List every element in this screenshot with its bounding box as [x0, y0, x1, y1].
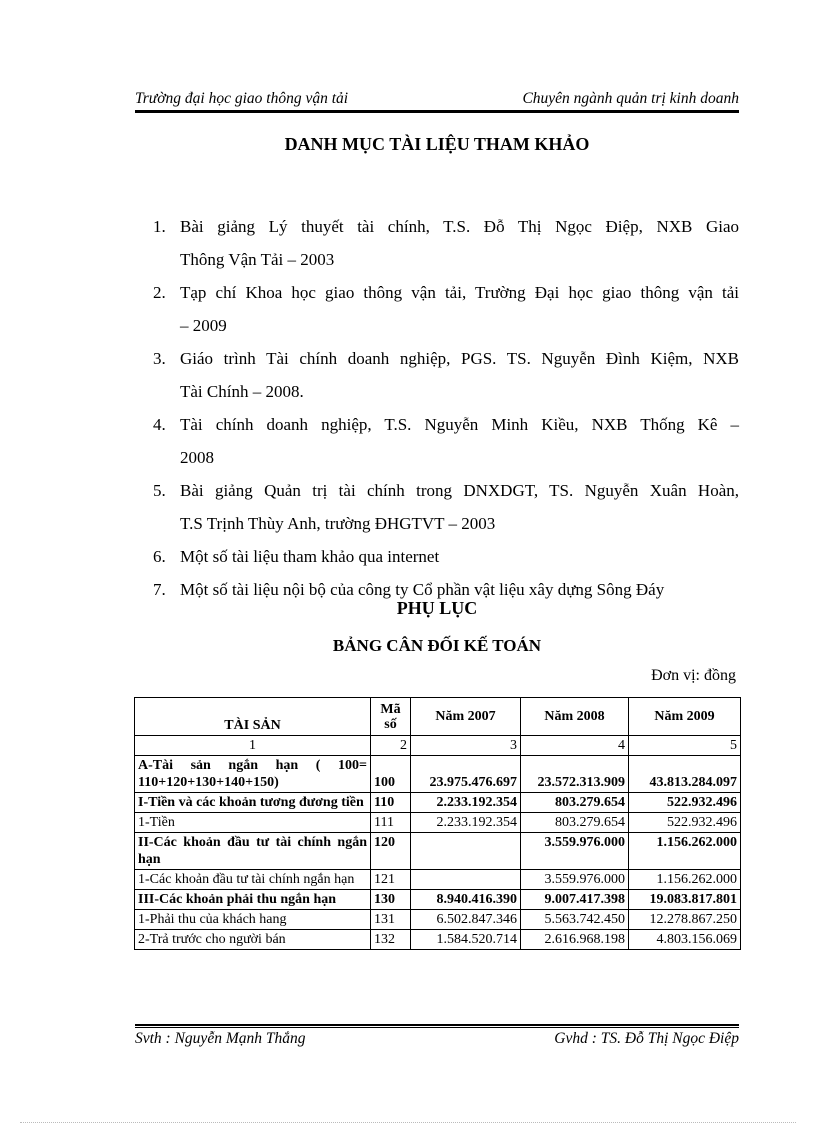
- row-code: 120: [371, 833, 411, 870]
- row-2007: 8.940.416.390: [411, 890, 521, 910]
- row-code: 110: [371, 793, 411, 813]
- row-2009: 522.932.496: [629, 813, 741, 833]
- references-list: [135, 210, 739, 606]
- row-name: A-Tài sản ngắn hạn ( 100= 110+120+130+140+150): [135, 756, 371, 793]
- row-2009: 19.083.817.801: [629, 890, 741, 910]
- reference-item: 2. Tạp chí Khoa học giao thông vận tải, Trường Đại học giao thông vận tải: [153, 283, 739, 302]
- row-code: 100: [371, 756, 411, 793]
- table-row: [135, 833, 741, 870]
- reference-item: 4. Tài chính doanh nghiệp, T.S. Nguyễn Minh Kiều, NXB Thống Kê –: [153, 415, 739, 434]
- row-2009: 522.932.496: [629, 793, 741, 813]
- row-2009: 43.813.284.097: [629, 756, 741, 793]
- header-major: Chuyên ngành quản trị kinh doanh: [522, 90, 739, 107]
- row-2009: 4.803.156.069: [629, 930, 741, 950]
- row-name: I-Tiền và các khoản tương đương tiền: [135, 793, 371, 813]
- table-row: [135, 756, 741, 793]
- row-2008: 9.007.417.398: [521, 890, 629, 910]
- row-code: 132: [371, 930, 411, 950]
- row-name: II-Các khoản đầu tư tài chính ngắn hạn: [135, 833, 371, 870]
- row-2007: 23.975.476.697: [411, 756, 521, 793]
- row-name: 1-Tiền: [135, 813, 371, 833]
- row-2007: 2.233.192.354: [411, 813, 521, 833]
- appendix-title: PHỤ LỤC: [396, 598, 478, 618]
- row-2008: 803.279.654: [521, 813, 629, 833]
- index-cell: 4: [521, 736, 629, 756]
- reference-item: 1. Bài giảng Lý thuyết tài chính, T.S. Đỗ Thị Ngọc Điệp, NXB Giao: [153, 217, 739, 236]
- reference-item: 6. Một số tài liệu tham khảo qua internet: [153, 547, 440, 566]
- row-code: 130: [371, 890, 411, 910]
- col-header-2007: Năm 2007: [411, 698, 521, 736]
- table-row: [135, 890, 741, 910]
- row-2008: 5.563.742.450: [521, 910, 629, 930]
- row-2007: 2.233.192.354: [411, 793, 521, 813]
- row-2008: 3.559.976.000: [521, 833, 629, 870]
- row-code: 131: [371, 910, 411, 930]
- table-row: [135, 870, 741, 890]
- row-2007: 1.584.520.714: [411, 930, 521, 950]
- row-name: 1-Các khoản đầu tư tài chính ngắn hạn: [135, 870, 371, 890]
- row-2009: 1.156.262.000: [629, 870, 741, 890]
- row-code: 121: [371, 870, 411, 890]
- balance-sheet-table: [134, 697, 741, 950]
- header-rule: [135, 112, 739, 113]
- reference-item-cont: – 2009: [180, 316, 227, 335]
- index-cell: 5: [629, 736, 741, 756]
- balance-sheet-title: BẢNG CÂN ĐỐI KẾ TOÁN: [332, 636, 542, 655]
- table-row: [135, 910, 741, 930]
- col-header-asset: TÀI SẢN: [135, 698, 371, 736]
- index-cell: 3: [411, 736, 521, 756]
- reference-item-cont: Thông Vận Tải – 2003: [180, 250, 335, 269]
- table-row: [135, 793, 741, 813]
- row-2008: 3.559.976.000: [521, 870, 629, 890]
- row-2007: [411, 833, 521, 870]
- footer-student: Svth : Nguyễn Mạnh Thắng: [135, 1030, 306, 1047]
- row-2008: 23.572.313.909: [521, 756, 629, 793]
- row-2008: 803.279.654: [521, 793, 629, 813]
- reference-item: 7. Một số tài liệu nội bộ của công ty Cổ phần vật liệu xây dựng Sông Đáy: [153, 580, 665, 599]
- reference-item: 5. Bài giảng Quản trị tài chính trong DNXDGT, TS. Nguyễn Xuân Hoàn,: [153, 481, 739, 500]
- index-cell: 2: [371, 736, 411, 756]
- col-header-2008: Năm 2008: [521, 698, 629, 736]
- page-header: [135, 88, 739, 112]
- row-code: 111: [371, 813, 411, 833]
- row-2007: [411, 870, 521, 890]
- row-name: 2-Trả trước cho người bán: [135, 930, 371, 950]
- col-header-code: Mã số: [371, 698, 411, 736]
- footer-advisor: Gvhd : TS. Đỗ Thị Ngọc Điệp: [554, 1030, 739, 1047]
- table-row: [135, 813, 741, 833]
- references-title: DANH MỤC TÀI LIỆU THAM KHẢO: [284, 134, 590, 154]
- reference-item-cont: Tài Chính – 2008.: [180, 382, 304, 401]
- reference-item: 3. Giáo trình Tài chính doanh nghiệp, PGS. TS. Nguyễn Đình Kiệm, NXB: [153, 349, 739, 368]
- col-header-2009: Năm 2009: [629, 698, 741, 736]
- row-2007: 6.502.847.346: [411, 910, 521, 930]
- row-2009: 12.278.867.250: [629, 910, 741, 930]
- reference-item-cont: T.S Trịnh Thùy Anh, trường ĐHGTVT – 2003: [180, 514, 496, 533]
- footer-rule-thin: [135, 1027, 739, 1028]
- table-header-row: [135, 698, 741, 736]
- reference-item-cont: 2008: [180, 448, 214, 467]
- table-row: [135, 930, 741, 950]
- footer-rule: [135, 1024, 739, 1026]
- table-index-row: [135, 736, 741, 756]
- row-2008: 2.616.968.198: [521, 930, 629, 950]
- row-2009: 1.156.262.000: [629, 833, 741, 870]
- row-name: 1-Phải thu của khách hang: [135, 910, 371, 930]
- index-cell: 1: [135, 736, 371, 756]
- header-university: Trường đại học giao thông vận tải: [135, 90, 349, 107]
- row-name: III-Các khoản phải thu ngắn hạn: [135, 890, 371, 910]
- unit-label: Đơn vị: đồng: [651, 667, 736, 684]
